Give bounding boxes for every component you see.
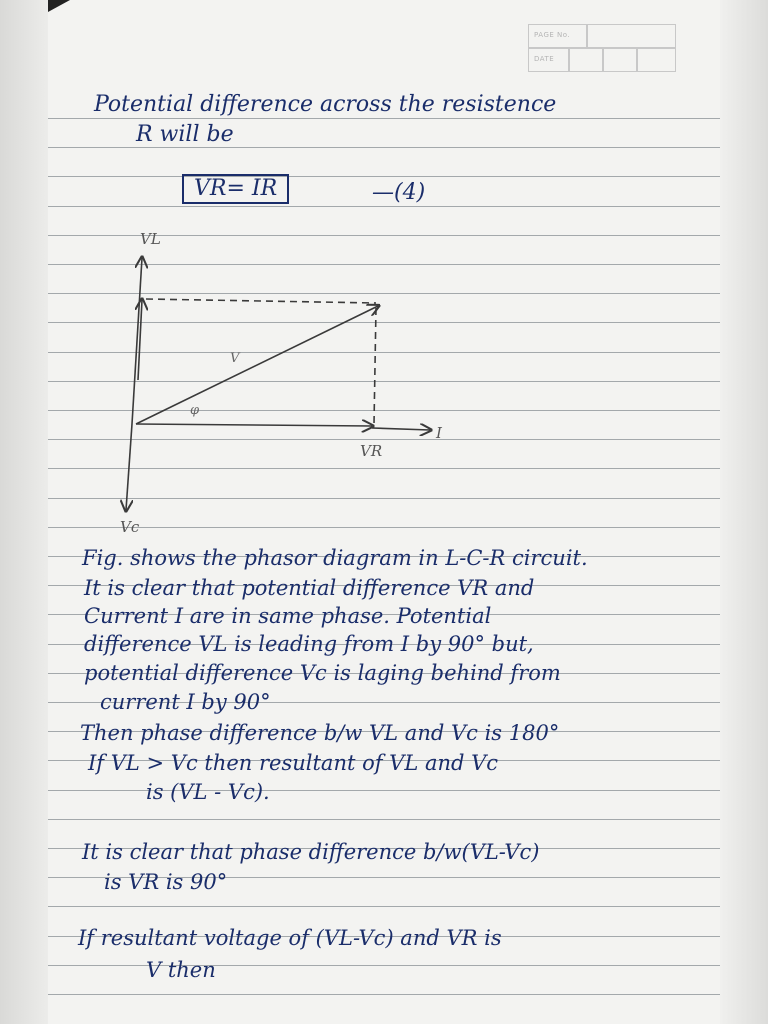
resultant-v-arrow: [136, 306, 378, 424]
line-clear-phase-difference: It is clear that phase difference b/w(VL-Vc): [82, 840, 540, 864]
line-phase-difference-180: Then phase difference b/w VL and Vc is 180°: [80, 721, 560, 745]
line-is-vl-minus-vc: is (VL - Vc).: [146, 780, 270, 804]
right-dashed-line: [374, 308, 376, 424]
i-label: I: [436, 424, 442, 442]
line-fig-shows: Fig. shows the phasor diagram in L-C-R circuit.: [82, 546, 588, 570]
line-vl-leading: difference VL is leading from I by 90° but,: [84, 632, 534, 656]
vr-arrow: [136, 424, 372, 426]
vl-label: VL: [140, 230, 161, 248]
vertical-axis-down: [126, 424, 132, 510]
date-label: DATE: [534, 55, 555, 63]
line-vc-lagging: potential difference Vc is laging behind from: [84, 661, 561, 685]
line-clear-potential: It is clear that potential difference VR and: [84, 576, 535, 600]
top-dashed-line: [146, 299, 376, 303]
v-label: V: [230, 351, 240, 366]
line-vr-is-90: is VR is 90°: [104, 870, 228, 894]
line-potential-difference: Potential difference across the resistence: [94, 92, 557, 117]
equation-number: —(4): [372, 180, 426, 205]
line-current-by-90: current I by 90°: [100, 690, 271, 714]
page-no-label: PAGE No.: [534, 31, 571, 39]
equation-vr-ir: VR= IR: [182, 174, 289, 204]
line-if-vl-greater: If VL > Vc then resultant of VL and Vc: [88, 751, 499, 775]
i-arrow: [372, 428, 430, 430]
vc-label: Vc: [120, 518, 140, 536]
phi-label: φ: [190, 403, 200, 418]
line-r-will-be: R will be: [136, 122, 234, 147]
line-v-then: V then: [146, 958, 216, 982]
line-if-resultant-voltage: If resultant voltage of (VL-Vc) and VR is: [78, 926, 502, 950]
vr-label: VR: [360, 442, 383, 460]
line-current-same-phase: Current I are in same phase. Potential: [84, 604, 492, 628]
